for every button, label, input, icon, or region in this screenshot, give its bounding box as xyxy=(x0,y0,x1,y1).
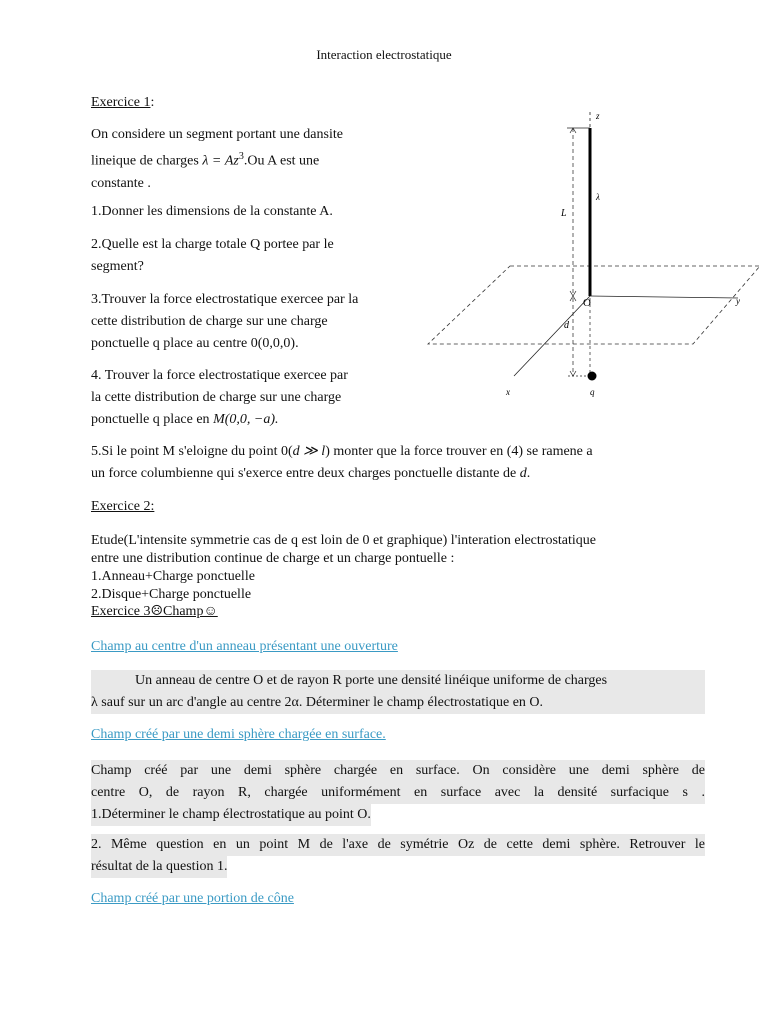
paragraph-1-line-2: λ sauf sur un arc d'angle au centre 2α. Déterminer le champ électrostatique en O. xyxy=(91,692,705,714)
link-half-sphere[interactable]: Champ créé par une demi sphère chargée en surface. xyxy=(91,727,386,742)
question-5 xyxy=(91,441,691,485)
label-lambda: λ xyxy=(596,192,600,202)
intro-line-3: constante . xyxy=(91,175,151,191)
exercise-2-body xyxy=(91,532,711,603)
question-3 xyxy=(91,289,358,355)
label-q: q xyxy=(590,387,595,397)
exercise-2-heading: Exercice 2: xyxy=(91,499,155,514)
exercise-3-paragraph-2 xyxy=(91,760,705,826)
question-2 xyxy=(91,234,334,278)
question-2-line-2: segment? xyxy=(91,259,144,274)
question-5-line-2b: . xyxy=(526,466,531,481)
point-m-coords: M(0,0, −a). xyxy=(213,412,279,427)
question-3-line-2: cette distribution de charge sur une charge xyxy=(91,314,328,329)
question-3-line-3: ponctuelle q place au centre 0(0,0,0). xyxy=(91,336,299,351)
lambda-exponent: 3 xyxy=(238,151,244,162)
link-ring-opening[interactable]: Champ au centre d'un anneau présentant une ouverture xyxy=(91,639,398,654)
label-origin: O xyxy=(583,297,591,309)
question-5-line-1b: ) monter que la force trouver en (4) se ramene a xyxy=(325,444,593,459)
intro-line-1: On considere un segment portant une dansite xyxy=(91,127,343,142)
label-x: x xyxy=(506,387,510,397)
point-charge-q xyxy=(588,372,597,381)
exercise-2-line-1: Etude(L'intensite symmetrie cas de q est loin de 0 et graphique) l'interation electrostatique xyxy=(91,533,596,548)
exercise-1-heading-colon: : xyxy=(150,95,155,110)
exercise-3-paragraph-3 xyxy=(91,834,705,878)
page-title: Interaction electrostatique xyxy=(316,47,452,62)
label-z: z xyxy=(596,111,600,121)
xy-plane xyxy=(428,266,760,344)
exercise-3-heading: Exercice 3☹Champ☺ xyxy=(91,604,218,619)
exercise-2-line-2: entre une distribution continue de charge et un charge pontuelle : xyxy=(91,551,455,566)
intro-line-2a: lineique de charges xyxy=(91,153,203,169)
paragraph-3-line-1: 2. Même question en un point M de l'axe de symétrie Oz de cette demi sphère. Retrouver le xyxy=(91,834,705,856)
y-axis xyxy=(590,296,738,298)
question-2-line-1: 2.Quelle est la charge totale Q portee par le xyxy=(91,237,334,252)
intro-line-2b: .Ou A est une xyxy=(243,153,320,169)
paragraph-2-line-2: centre O, de rayon R, chargée uniformément en surface avec la densité surfacique s . xyxy=(91,782,705,804)
label-L: L xyxy=(561,208,567,219)
label-y: y xyxy=(736,296,740,306)
link-cone-portion[interactable]: Champ créé par une portion de cône xyxy=(91,891,294,906)
question-1: 1.Donner les dimensions de la constante A. xyxy=(91,204,333,219)
charged-segment-figure xyxy=(420,108,765,400)
x-axis xyxy=(514,296,590,376)
question-4 xyxy=(91,365,348,431)
label-d: d xyxy=(564,320,569,331)
paragraph-2-line-1: Champ créé par une demi sphère chargée en surface. On considère une demi sphère de xyxy=(91,760,705,782)
exercise-1-heading xyxy=(91,92,154,114)
distance-d: d xyxy=(519,466,527,481)
question-4-line-3 xyxy=(91,409,348,431)
paragraph-2-line-3: 1.Déterminer le champ électrostatique au point O. xyxy=(91,804,371,826)
intro-line-2 xyxy=(91,146,411,173)
exercise-2-item-1: 1.Anneau+Charge ponctuelle xyxy=(91,569,255,584)
question-5-line-1 xyxy=(91,441,691,463)
question-4-line-1: 4. Trouver la force electrostatique exercee par xyxy=(91,368,348,383)
question-5-line-1a: 5.Si le point M s'eloigne du point 0( xyxy=(91,444,293,459)
question-3-line-1: 3.Trouver la force electrostatique exercee par la xyxy=(91,292,359,307)
question-5-line-2a: un force columbienne qui s'exerce entre deux charges ponctuelle distante de xyxy=(91,466,520,481)
lambda-formula: λ = Az xyxy=(202,153,239,169)
exercise-3-paragraph-1 xyxy=(91,670,705,714)
exercise-1-heading-text: Exercice 1 xyxy=(91,95,151,110)
paragraph-1-line-1: Un anneau de centre O et de rayon R porte une densité linéique uniforme de charges xyxy=(91,670,705,692)
paragraph-3-line-2: résultat de la question 1. xyxy=(91,856,227,878)
exercise-1-intro xyxy=(91,124,411,195)
question-4-line-2: la cette distribution de charge sur une charge xyxy=(91,390,342,405)
question-5-line-2 xyxy=(91,463,691,485)
condition-math: d ≫ l xyxy=(292,444,326,459)
question-4-line-3a: ponctuelle q place en xyxy=(91,412,214,427)
exercise-2-item-2: 2.Disque+Charge ponctuelle xyxy=(91,587,252,602)
